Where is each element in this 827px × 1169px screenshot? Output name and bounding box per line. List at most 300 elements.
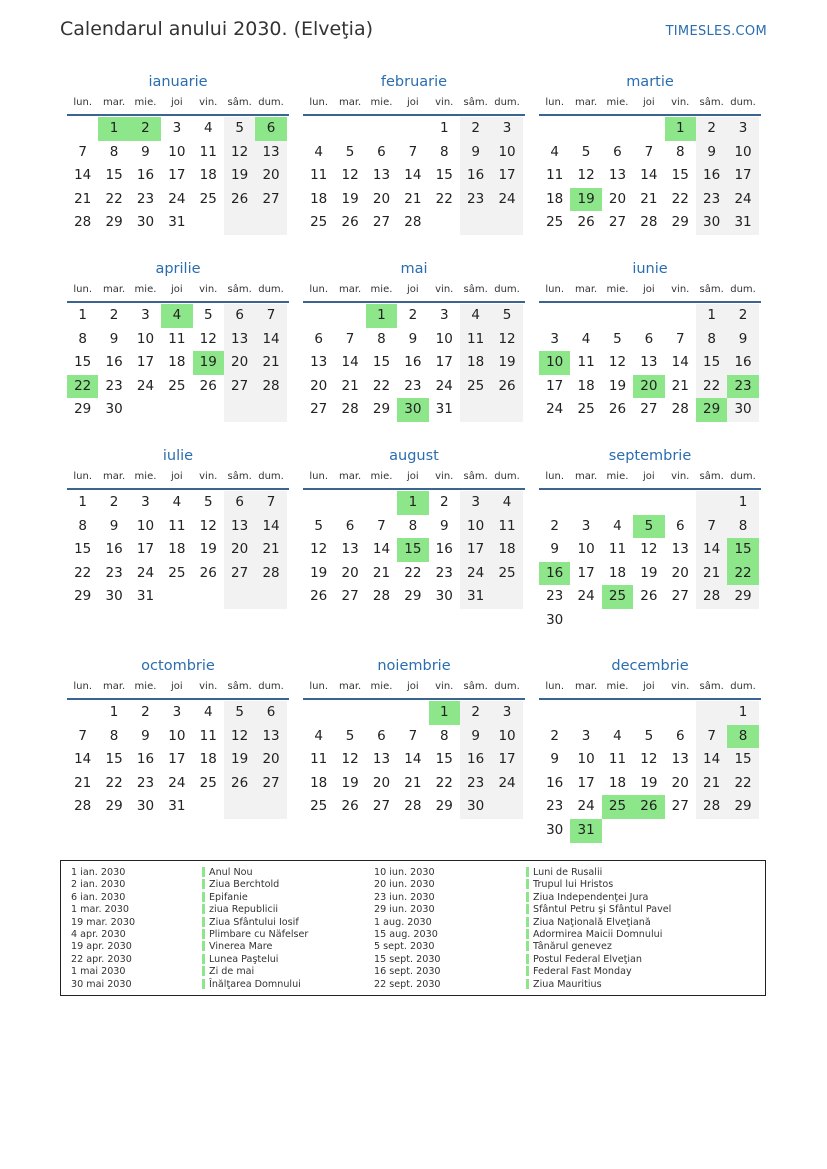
day-cell[interactable]: 30: [105, 401, 123, 418]
day-cell[interactable]: 5: [345, 143, 355, 160]
day-cell[interactable]: 23: [435, 564, 453, 581]
day-cell[interactable]: 11: [608, 541, 627, 558]
day-cell[interactable]: 6: [255, 117, 286, 141]
day-cell[interactable]: 24: [460, 562, 491, 586]
day-cell[interactable]: 19: [341, 190, 359, 207]
day-cell[interactable]: 11: [168, 517, 186, 534]
day-cell[interactable]: 22: [671, 190, 689, 207]
day-cell[interactable]: 1: [696, 304, 727, 328]
day-cell[interactable]: 5: [203, 307, 213, 323]
day-cell[interactable]: 24: [577, 588, 595, 605]
day-cell[interactable]: 3: [550, 330, 559, 347]
day-cell[interactable]: 9: [141, 143, 150, 160]
day-cell[interactable]: 17: [136, 354, 155, 371]
day-cell[interactable]: 8: [109, 143, 119, 160]
day-cell[interactable]: 14: [404, 751, 422, 768]
day-cell[interactable]: 12: [491, 328, 522, 352]
day-cell[interactable]: 28: [74, 798, 92, 815]
day-cell[interactable]: 19: [224, 748, 255, 772]
day-cell[interactable]: 15: [105, 751, 123, 768]
day-cell[interactable]: 21: [671, 377, 689, 394]
day-cell[interactable]: 1: [665, 117, 696, 141]
day-cell[interactable]: 26: [224, 772, 255, 796]
day-cell[interactable]: 30: [397, 398, 428, 422]
day-cell[interactable]: 28: [404, 798, 422, 815]
day-cell[interactable]: 20: [224, 351, 255, 375]
day-cell[interactable]: 11: [491, 515, 522, 539]
day-cell[interactable]: 14: [640, 167, 658, 184]
day-cell[interactable]: 24: [168, 774, 186, 791]
day-cell[interactable]: 7: [408, 143, 418, 160]
day-cell[interactable]: 12: [640, 751, 658, 768]
day-cell[interactable]: 3: [439, 307, 449, 323]
day-cell[interactable]: 1: [366, 304, 397, 328]
day-cell[interactable]: 30: [136, 798, 155, 815]
day-cell[interactable]: 7: [78, 143, 87, 160]
day-cell[interactable]: 22: [105, 190, 123, 207]
day-cell[interactable]: 25: [577, 401, 595, 418]
day-cell[interactable]: 8: [439, 143, 449, 160]
day-cell[interactable]: 22: [435, 190, 453, 207]
day-cell[interactable]: 21: [696, 772, 727, 796]
day-cell[interactable]: 22: [74, 564, 92, 581]
day-cell[interactable]: 7: [644, 143, 654, 160]
day-cell[interactable]: 6: [377, 143, 386, 160]
day-cell[interactable]: 17: [136, 541, 155, 558]
day-cell[interactable]: 30: [727, 398, 758, 422]
day-cell[interactable]: 15: [727, 538, 758, 562]
day-cell[interactable]: 27: [608, 214, 627, 231]
day-cell[interactable]: 16: [696, 164, 727, 188]
day-cell[interactable]: 23: [727, 375, 758, 399]
day-cell[interactable]: 28: [255, 375, 286, 399]
day-cell[interactable]: 18: [310, 774, 328, 791]
day-cell[interactable]: 21: [640, 190, 658, 207]
day-cell[interactable]: 22: [404, 564, 422, 581]
day-cell[interactable]: 10: [727, 141, 758, 165]
day-cell[interactable]: 10: [435, 330, 453, 347]
day-cell[interactable]: 18: [168, 354, 186, 371]
day-cell[interactable]: 11: [577, 354, 595, 371]
day-cell[interactable]: 28: [372, 588, 391, 605]
day-cell[interactable]: 7: [345, 330, 355, 347]
day-cell[interactable]: 6: [613, 143, 622, 160]
day-cell[interactable]: 30: [435, 588, 453, 605]
day-cell[interactable]: 12: [341, 751, 359, 768]
day-cell[interactable]: 15: [696, 351, 727, 375]
day-cell[interactable]: 13: [255, 725, 286, 749]
day-cell[interactable]: 6: [675, 517, 685, 534]
day-cell[interactable]: 20: [224, 538, 255, 562]
day-cell[interactable]: 27: [255, 188, 286, 212]
day-cell[interactable]: 28: [696, 585, 727, 609]
day-cell[interactable]: 12: [224, 141, 255, 165]
day-cell[interactable]: 3: [141, 494, 150, 510]
day-cell[interactable]: 27: [372, 214, 391, 231]
day-cell[interactable]: 15: [727, 748, 758, 772]
day-cell[interactable]: 23: [136, 774, 155, 791]
day-cell[interactable]: 26: [491, 375, 522, 399]
day-cell[interactable]: 23: [460, 772, 491, 796]
day-cell[interactable]: 25: [602, 795, 633, 819]
day-cell[interactable]: 4: [613, 517, 622, 534]
day-cell[interactable]: 15: [435, 167, 453, 184]
day-cell[interactable]: 2: [550, 517, 559, 534]
day-cell[interactable]: 11: [310, 751, 328, 768]
day-cell[interactable]: 10: [539, 351, 570, 375]
day-cell[interactable]: 5: [203, 494, 213, 510]
day-cell[interactable]: 26: [577, 214, 595, 231]
day-cell[interactable]: 22: [67, 375, 98, 399]
day-cell[interactable]: 21: [341, 377, 359, 394]
day-cell[interactable]: 21: [255, 351, 286, 375]
day-cell[interactable]: 23: [105, 564, 123, 581]
day-cell[interactable]: 7: [255, 491, 286, 515]
day-cell[interactable]: 13: [224, 515, 255, 539]
day-cell[interactable]: 23: [546, 588, 564, 605]
day-cell[interactable]: 13: [671, 751, 689, 768]
day-cell[interactable]: 29: [696, 398, 727, 422]
day-cell[interactable]: 4: [203, 704, 213, 720]
day-cell[interactable]: 25: [491, 562, 522, 586]
day-cell[interactable]: 21: [255, 538, 286, 562]
day-cell[interactable]: 5: [314, 517, 323, 534]
day-cell[interactable]: 11: [199, 143, 217, 160]
day-cell[interactable]: 26: [341, 798, 359, 815]
site-link[interactable]: TIMESLES.COM: [665, 24, 767, 39]
day-cell[interactable]: 2: [408, 307, 418, 323]
day-cell[interactable]: 26: [199, 564, 217, 581]
day-cell[interactable]: 9: [109, 517, 119, 534]
day-cell[interactable]: 31: [460, 585, 491, 609]
day-cell[interactable]: 23: [136, 190, 155, 207]
day-cell[interactable]: 2: [109, 307, 119, 323]
day-cell[interactable]: 27: [310, 401, 328, 418]
day-cell[interactable]: 26: [608, 401, 627, 418]
day-cell[interactable]: 27: [372, 798, 391, 815]
day-cell[interactable]: 13: [640, 354, 658, 371]
day-cell[interactable]: 18: [310, 190, 328, 207]
day-cell[interactable]: 8: [727, 725, 758, 749]
day-cell[interactable]: 18: [608, 564, 627, 581]
day-cell[interactable]: 19: [199, 541, 217, 558]
day-cell[interactable]: 20: [671, 774, 689, 791]
day-cell[interactable]: 22: [372, 377, 391, 394]
day-cell[interactable]: 25: [310, 798, 328, 815]
day-cell[interactable]: 18: [577, 377, 595, 394]
day-cell[interactable]: 29: [105, 798, 123, 815]
day-cell[interactable]: 10: [136, 330, 155, 347]
day-cell[interactable]: 27: [640, 401, 658, 418]
day-cell[interactable]: 14: [341, 354, 359, 371]
day-cell[interactable]: 26: [640, 588, 658, 605]
day-cell[interactable]: 25: [168, 377, 186, 394]
day-cell[interactable]: 31: [727, 211, 758, 235]
day-cell[interactable]: 18: [608, 774, 627, 791]
day-cell[interactable]: 4: [172, 494, 182, 510]
day-cell[interactable]: 7: [696, 725, 727, 749]
day-cell[interactable]: 18: [199, 751, 217, 768]
day-cell[interactable]: 22: [435, 774, 453, 791]
day-cell[interactable]: 17: [577, 564, 595, 581]
day-cell[interactable]: 20: [341, 564, 359, 581]
day-cell[interactable]: 15: [105, 167, 123, 184]
day-cell[interactable]: 16: [435, 541, 453, 558]
day-cell[interactable]: 2: [550, 727, 559, 744]
day-cell[interactable]: 9: [696, 141, 727, 165]
day-cell[interactable]: 1: [78, 307, 87, 323]
day-cell[interactable]: 19: [640, 564, 658, 581]
day-cell[interactable]: 16: [460, 164, 491, 188]
day-cell[interactable]: 28: [696, 795, 727, 819]
day-cell[interactable]: 6: [224, 491, 255, 515]
day-cell[interactable]: 1: [78, 494, 87, 510]
day-cell[interactable]: 5: [345, 727, 355, 744]
day-cell[interactable]: 5: [633, 515, 664, 539]
day-cell[interactable]: 10: [136, 517, 155, 534]
day-cell[interactable]: 11: [310, 167, 328, 184]
day-cell[interactable]: 24: [546, 401, 564, 418]
day-cell[interactable]: 15: [435, 751, 453, 768]
day-cell[interactable]: 20: [671, 564, 689, 581]
day-cell[interactable]: 17: [460, 538, 491, 562]
day-cell[interactable]: 22: [696, 375, 727, 399]
day-cell[interactable]: 19: [570, 188, 601, 212]
day-cell[interactable]: 14: [696, 538, 727, 562]
day-cell[interactable]: 13: [372, 751, 391, 768]
day-cell[interactable]: 2: [141, 704, 150, 720]
day-cell[interactable]: 4: [613, 727, 622, 744]
day-cell[interactable]: 2: [460, 117, 491, 141]
day-cell[interactable]: 14: [404, 167, 422, 184]
day-cell[interactable]: 27: [224, 375, 255, 399]
day-cell[interactable]: 9: [460, 725, 491, 749]
day-cell[interactable]: 21: [372, 564, 391, 581]
day-cell[interactable]: 3: [172, 120, 182, 136]
day-cell[interactable]: 18: [546, 190, 564, 207]
day-cell[interactable]: 2: [109, 494, 119, 510]
day-cell[interactable]: 9: [550, 751, 559, 768]
day-cell[interactable]: 14: [696, 748, 727, 772]
day-cell[interactable]: 12: [577, 167, 595, 184]
day-cell[interactable]: 25: [168, 564, 186, 581]
day-cell[interactable]: 12: [224, 725, 255, 749]
day-cell[interactable]: 7: [377, 517, 386, 534]
day-cell[interactable]: 21: [74, 190, 92, 207]
day-cell[interactable]: 15: [372, 354, 391, 371]
day-cell[interactable]: 17: [577, 774, 595, 791]
day-cell[interactable]: 14: [372, 541, 391, 558]
day-cell[interactable]: 13: [608, 167, 627, 184]
day-cell[interactable]: 3: [491, 701, 522, 725]
day-cell[interactable]: 31: [435, 401, 453, 418]
day-cell[interactable]: 25: [602, 585, 633, 609]
day-cell[interactable]: 20: [255, 748, 286, 772]
day-cell[interactable]: 8: [675, 143, 685, 160]
day-cell[interactable]: 12: [199, 517, 217, 534]
day-cell[interactable]: 12: [199, 330, 217, 347]
day-cell[interactable]: 30: [136, 214, 155, 231]
day-cell[interactable]: 6: [644, 330, 654, 347]
day-cell[interactable]: 20: [608, 190, 627, 207]
day-cell[interactable]: 4: [581, 330, 591, 347]
day-cell[interactable]: 19: [640, 774, 658, 791]
day-cell[interactable]: 23: [546, 798, 564, 815]
day-cell[interactable]: 24: [168, 190, 186, 207]
day-cell[interactable]: 6: [675, 727, 685, 744]
day-cell[interactable]: 29: [727, 795, 758, 819]
day-cell[interactable]: 29: [671, 214, 689, 231]
day-cell[interactable]: 18: [460, 351, 491, 375]
day-cell[interactable]: 27: [671, 588, 689, 605]
day-cell[interactable]: 10: [577, 751, 595, 768]
day-cell[interactable]: 16: [460, 748, 491, 772]
day-cell[interactable]: 13: [255, 141, 286, 165]
day-cell[interactable]: 26: [224, 188, 255, 212]
day-cell[interactable]: 19: [491, 351, 522, 375]
day-cell[interactable]: 16: [136, 751, 155, 768]
day-cell[interactable]: 10: [168, 727, 186, 744]
day-cell[interactable]: 5: [644, 727, 654, 744]
day-cell[interactable]: 26: [199, 377, 217, 394]
day-cell[interactable]: 18: [168, 541, 186, 558]
day-cell[interactable]: 4: [460, 304, 491, 328]
day-cell[interactable]: 14: [255, 328, 286, 352]
day-cell[interactable]: 10: [168, 143, 186, 160]
day-cell[interactable]: 8: [377, 330, 386, 347]
day-cell[interactable]: 9: [550, 541, 559, 558]
day-cell[interactable]: 22: [727, 772, 758, 796]
day-cell[interactable]: 8: [727, 515, 758, 539]
day-cell[interactable]: 19: [341, 774, 359, 791]
day-cell[interactable]: 16: [539, 562, 570, 586]
day-cell[interactable]: 27: [224, 562, 255, 586]
day-cell[interactable]: 25: [199, 774, 217, 791]
day-cell[interactable]: 15: [74, 354, 92, 371]
day-cell[interactable]: 21: [74, 774, 92, 791]
day-cell[interactable]: 13: [341, 541, 359, 558]
day-cell[interactable]: 16: [546, 774, 564, 791]
day-cell[interactable]: 9: [109, 330, 119, 347]
day-cell[interactable]: 15: [74, 541, 92, 558]
day-cell[interactable]: 5: [224, 701, 255, 725]
day-cell[interactable]: 17: [727, 164, 758, 188]
day-cell[interactable]: 14: [255, 515, 286, 539]
day-cell[interactable]: 13: [671, 541, 689, 558]
day-cell[interactable]: 6: [377, 727, 386, 744]
day-cell[interactable]: 24: [727, 188, 758, 212]
day-cell[interactable]: 18: [199, 167, 217, 184]
day-cell[interactable]: 20: [255, 164, 286, 188]
day-cell[interactable]: 26: [633, 795, 664, 819]
day-cell[interactable]: 3: [460, 491, 491, 515]
day-cell[interactable]: 13: [310, 354, 328, 371]
day-cell[interactable]: 2: [460, 701, 491, 725]
day-cell[interactable]: 19: [224, 164, 255, 188]
day-cell[interactable]: 11: [199, 727, 217, 744]
day-cell[interactable]: 8: [109, 727, 119, 744]
day-cell[interactable]: 17: [491, 748, 522, 772]
day-cell[interactable]: 28: [640, 214, 658, 231]
day-cell[interactable]: 17: [491, 164, 522, 188]
day-cell[interactable]: 12: [640, 541, 658, 558]
day-cell[interactable]: 8: [696, 328, 727, 352]
day-cell[interactable]: 29: [727, 585, 758, 609]
day-cell[interactable]: 17: [168, 167, 186, 184]
day-cell[interactable]: 10: [491, 141, 522, 165]
day-cell[interactable]: 4: [550, 143, 559, 160]
day-cell[interactable]: 13: [224, 328, 255, 352]
day-cell[interactable]: 28: [74, 214, 92, 231]
day-cell[interactable]: 4: [314, 727, 323, 744]
day-cell[interactable]: 7: [696, 515, 727, 539]
day-cell[interactable]: 31: [570, 819, 601, 843]
day-cell[interactable]: 4: [161, 304, 192, 328]
day-cell[interactable]: 5: [224, 117, 255, 141]
day-cell[interactable]: 25: [460, 375, 491, 399]
day-cell[interactable]: 17: [546, 377, 564, 394]
day-cell[interactable]: 28: [671, 401, 689, 418]
day-cell[interactable]: 26: [341, 214, 359, 231]
day-cell[interactable]: 24: [491, 772, 522, 796]
day-cell[interactable]: 22: [105, 774, 123, 791]
day-cell[interactable]: 21: [404, 774, 422, 791]
day-cell[interactable]: 24: [136, 564, 155, 581]
day-cell[interactable]: 22: [727, 562, 758, 586]
day-cell[interactable]: 31: [168, 214, 186, 231]
day-cell[interactable]: 16: [105, 541, 123, 558]
day-cell[interactable]: 9: [460, 141, 491, 165]
day-cell[interactable]: 28: [255, 562, 286, 586]
day-cell[interactable]: 29: [74, 588, 92, 605]
day-cell[interactable]: 19: [310, 564, 328, 581]
day-cell[interactable]: 17: [435, 354, 453, 371]
day-cell[interactable]: 2: [727, 304, 758, 328]
day-cell[interactable]: 27: [671, 798, 689, 815]
day-cell[interactable]: 4: [203, 120, 213, 136]
day-cell[interactable]: 2: [130, 117, 161, 141]
day-cell[interactable]: 10: [577, 541, 595, 558]
day-cell[interactable]: 20: [372, 774, 391, 791]
day-cell[interactable]: 11: [460, 328, 491, 352]
day-cell[interactable]: 3: [141, 307, 150, 323]
day-cell[interactable]: 7: [675, 330, 685, 347]
day-cell[interactable]: 25: [310, 214, 328, 231]
day-cell[interactable]: 30: [460, 795, 491, 819]
day-cell[interactable]: 17: [168, 751, 186, 768]
day-cell[interactable]: 12: [608, 354, 627, 371]
day-cell[interactable]: 27: [255, 772, 286, 796]
day-cell[interactable]: 11: [608, 751, 627, 768]
day-cell[interactable]: 15: [671, 167, 689, 184]
day-cell[interactable]: 3: [727, 117, 758, 141]
day-cell[interactable]: 26: [310, 588, 328, 605]
day-cell[interactable]: 14: [671, 354, 689, 371]
day-cell[interactable]: 29: [435, 798, 453, 815]
day-cell[interactable]: 8: [439, 727, 449, 744]
day-cell[interactable]: 29: [74, 401, 92, 418]
day-cell[interactable]: 10: [491, 725, 522, 749]
day-cell[interactable]: 30: [546, 821, 564, 838]
day-cell[interactable]: 19: [193, 351, 224, 375]
day-cell[interactable]: 20: [310, 377, 328, 394]
day-cell[interactable]: 10: [460, 515, 491, 539]
day-cell[interactable]: 19: [608, 377, 627, 394]
day-cell[interactable]: 18: [491, 538, 522, 562]
day-cell[interactable]: 7: [78, 727, 87, 744]
day-cell[interactable]: 6: [224, 304, 255, 328]
day-cell[interactable]: 11: [168, 330, 186, 347]
